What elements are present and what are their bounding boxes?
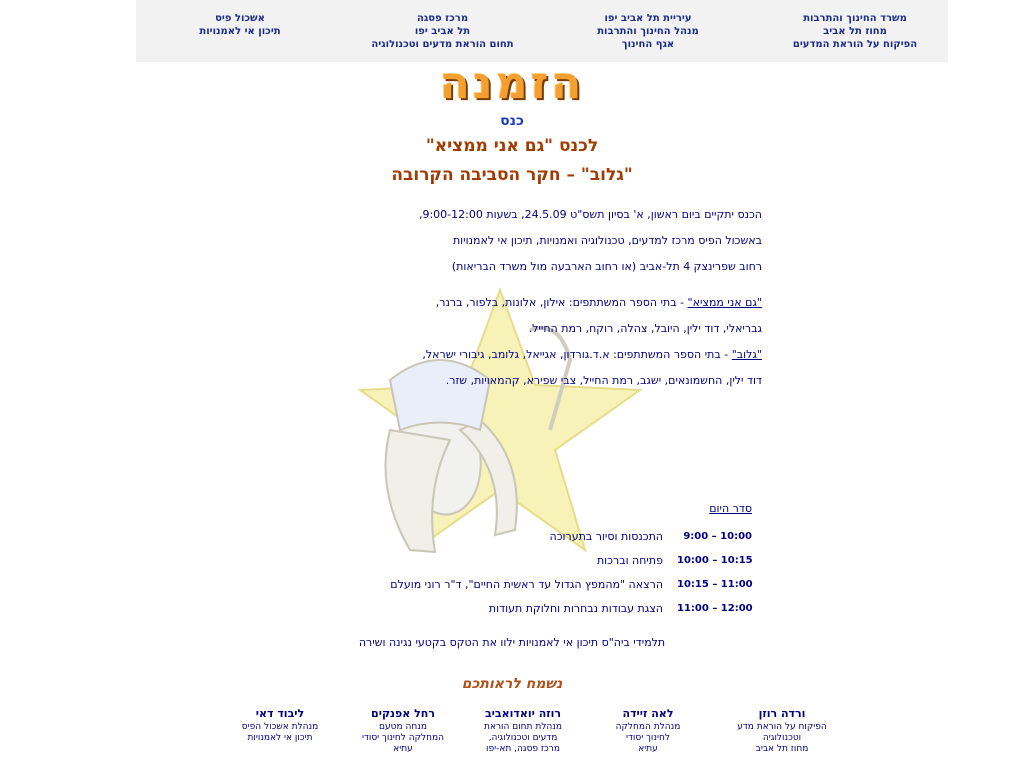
org-line: מרכז פסגה	[416, 13, 469, 24]
schools-line: גבריאלי, דוד ילין, היובל, צהלה, רוקח, רמת החייל.	[528, 322, 762, 335]
org-line: מנהל החינוך והתרבות	[597, 26, 699, 37]
signer-name: רחל אפנקים	[371, 707, 435, 720]
signer-role: מרכז פסגה, תא-יפו	[486, 744, 560, 754]
schools-line: דוד ילין, החשמונאים, ישגב, רמת החייל, צבי שפירא, קהמאויות, שזר.	[445, 374, 762, 387]
signer-name: לאה זיידה	[622, 707, 674, 720]
signer-role: עתיא	[393, 744, 413, 754]
schedule-time: 10:15 – 11:00	[677, 578, 753, 590]
signature-block	[722, 708, 842, 755]
conference-subtitle: "גלוב" – חקר הסביבה הקרובה	[391, 165, 633, 185]
schedule-row	[232, 596, 752, 620]
org-line: תחום הוראת מדעים וטכנולוגיה	[371, 39, 514, 50]
signer-name: ורדה רוזן	[758, 707, 806, 720]
signer-role: מנהלת המחלקה	[615, 722, 681, 732]
schedule-time: 9:00 – 10:00	[683, 530, 752, 542]
org-line: מחוז תל אביב	[823, 26, 887, 37]
participating-schools	[282, 290, 762, 394]
signature-block	[468, 708, 578, 755]
event-details-line: הכנס יתקיים ביום ראשון, א' בסיון תשס"ט 24.5.09, בשעות 9:00-12:00,	[418, 208, 762, 221]
signature-block	[598, 708, 698, 755]
signer-role: מדעים וטכנולוגיה,	[488, 733, 558, 743]
invitation-title: הזמנה	[439, 58, 585, 109]
conference-label: כנס	[500, 113, 524, 129]
org-line: אגף החינוך	[621, 39, 675, 50]
signature-block	[348, 708, 458, 755]
schedule-activity: התכנסות וסיור בתערוכה	[549, 529, 663, 543]
schedule-activity: פתיחה וברכות	[596, 553, 663, 567]
event-details-line: באשכול הפיס מרכז למדעים, טכנולוגיה ואמנויות, תיכון אי לאמנויות	[452, 234, 762, 247]
org-tel-aviv-municipality	[578, 12, 718, 51]
signer-role: מחוז תל אביב	[755, 744, 809, 754]
schedule-time: 11:00 – 12:00	[677, 602, 753, 614]
org-line: משרד החינוך והתרבות	[803, 13, 907, 24]
signer-role: המחלקה לחינוך יסודי	[361, 733, 445, 743]
schedule-time: 10:00 – 10:15	[677, 554, 753, 566]
signer-role: תיכון אי לאמנויות	[247, 733, 313, 743]
signer-role: לחינוך יסודי	[626, 733, 670, 743]
org-pais-cluster	[185, 12, 295, 38]
org-pisga-center	[365, 12, 520, 51]
schools-line: - בתי הספר המשתתפים: א.ד.גורדון, אגייאל, גלומב, גיבורי ישראל,	[422, 348, 732, 361]
schedule-table	[232, 524, 752, 620]
signer-role: הפיקוח על הוראת מדע	[737, 722, 827, 732]
org-education-ministry	[785, 12, 925, 51]
conference-name: לכנס "גם אני ממציא"	[425, 136, 599, 156]
signer-role: מנהלת אשכול הפיס	[241, 722, 319, 732]
welcome-text: נשמח לראותכם	[461, 676, 563, 692]
signature-block	[225, 708, 335, 744]
org-line: עיריית תל אביב יפו	[604, 13, 692, 24]
schools-line: - בתי הספר המשתתפים: אילון, אלונות, בלפור, ברנר,	[435, 296, 688, 309]
schedule-row	[232, 524, 752, 548]
schedule-row	[232, 572, 752, 596]
signer-role: מנהלת תחום הוראת	[484, 722, 562, 732]
signer-role: עתיא	[638, 744, 658, 754]
schedule-title: סדר היום	[709, 502, 752, 515]
schedule-activity: הרצאה "מהמפץ הגדול עד ראשית החיים", ד"ר רוני מועלם	[390, 577, 663, 591]
signer-role: מנחה מטעם	[379, 722, 427, 732]
signer-name: ליבוד דאי	[255, 707, 305, 720]
project-name-ani-mamtzi: "גם אני ממציא"	[687, 296, 762, 309]
org-line: הפיקוח על הוראת המדעים	[792, 39, 918, 50]
schedule-row	[232, 548, 752, 572]
org-line: תיכון אי לאמנויות	[199, 26, 281, 37]
project-name-globe: "גלוב"	[731, 348, 762, 361]
org-line: אשכול פיס	[215, 13, 265, 24]
signer-role: וטכנולוגיה	[762, 733, 802, 743]
event-details-line: רחוב שפרינצק 4 תל-אביב (או רחוב הארבעה מול משרד הבריאות)	[451, 260, 762, 273]
org-line: תל אביב יפו	[414, 26, 471, 37]
schedule-activity: הצגת עבודות נבחרות וחלוקת תעודות	[488, 601, 663, 615]
students-note: תלמידי ביה"ס תיכון אי לאמנויות ילוו את הטקס בקטעי נגינה ושירה	[358, 636, 666, 649]
signer-name: רוזה יואדואביב	[484, 707, 562, 720]
event-details	[282, 202, 762, 280]
